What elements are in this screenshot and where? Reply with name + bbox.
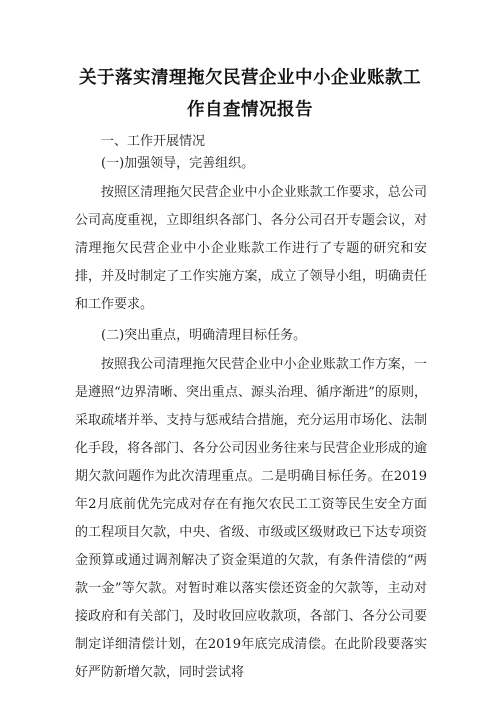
subsection-heading-1: (一)加强领导，完善组织。 xyxy=(101,156,255,171)
section-heading-1: 一、工作开展情况 xyxy=(101,134,206,149)
body-paragraph-1: 按照区清理拖欠民营企业中小企业账款工作要求，总公司公司高度重视，立即组织各部门、各分公司召开专题会议，对清理拖欠民营企业中小企业账款工作进行了专题的研究和安排，并及时制定了工作实施方案，成立了领导小组，明确责任和工作要求。 xyxy=(75,185,427,312)
document-title-line-2: 作自查情况报告 xyxy=(187,100,313,120)
document-title-line-1: 关于落实清理拖欠民营企业中小企业账款工 xyxy=(79,68,421,88)
body-paragraph-2: 按照我公司清理拖欠民营企业中小企业账款工作方案，一是遵照“边界清晰、突出重点、源头治理、循序渐进”的原则，采取疏堵并举、支持与惩戒结合措施，充分运用市场化、法制化手段，将各部门、各分公司因业务往来与民营企业形成的逾期欠款问题作为此次清理重点。二是明确目标任务。在2019年2月底前优先完成对存在有拖欠农民工工资等民生安全方面的工程项目欠款，中央、省级、市级或区级财政已下达专项资金预算或通过调剂解决了资金渠道的欠款，有条件清偿的“两款一金”等欠款。对暂时难以落实偿还资金的欠款等，主动对接政府和有关部门，及时收回应收款项，各部门、各分公司要制定详细清偿计划，在2019年底完成清偿。在此阶段要落实好严防新增欠款，同时尝试将 xyxy=(75,357,427,680)
subsection-heading-2: (二)突出重点，明确清理目标任务。 xyxy=(101,328,307,343)
